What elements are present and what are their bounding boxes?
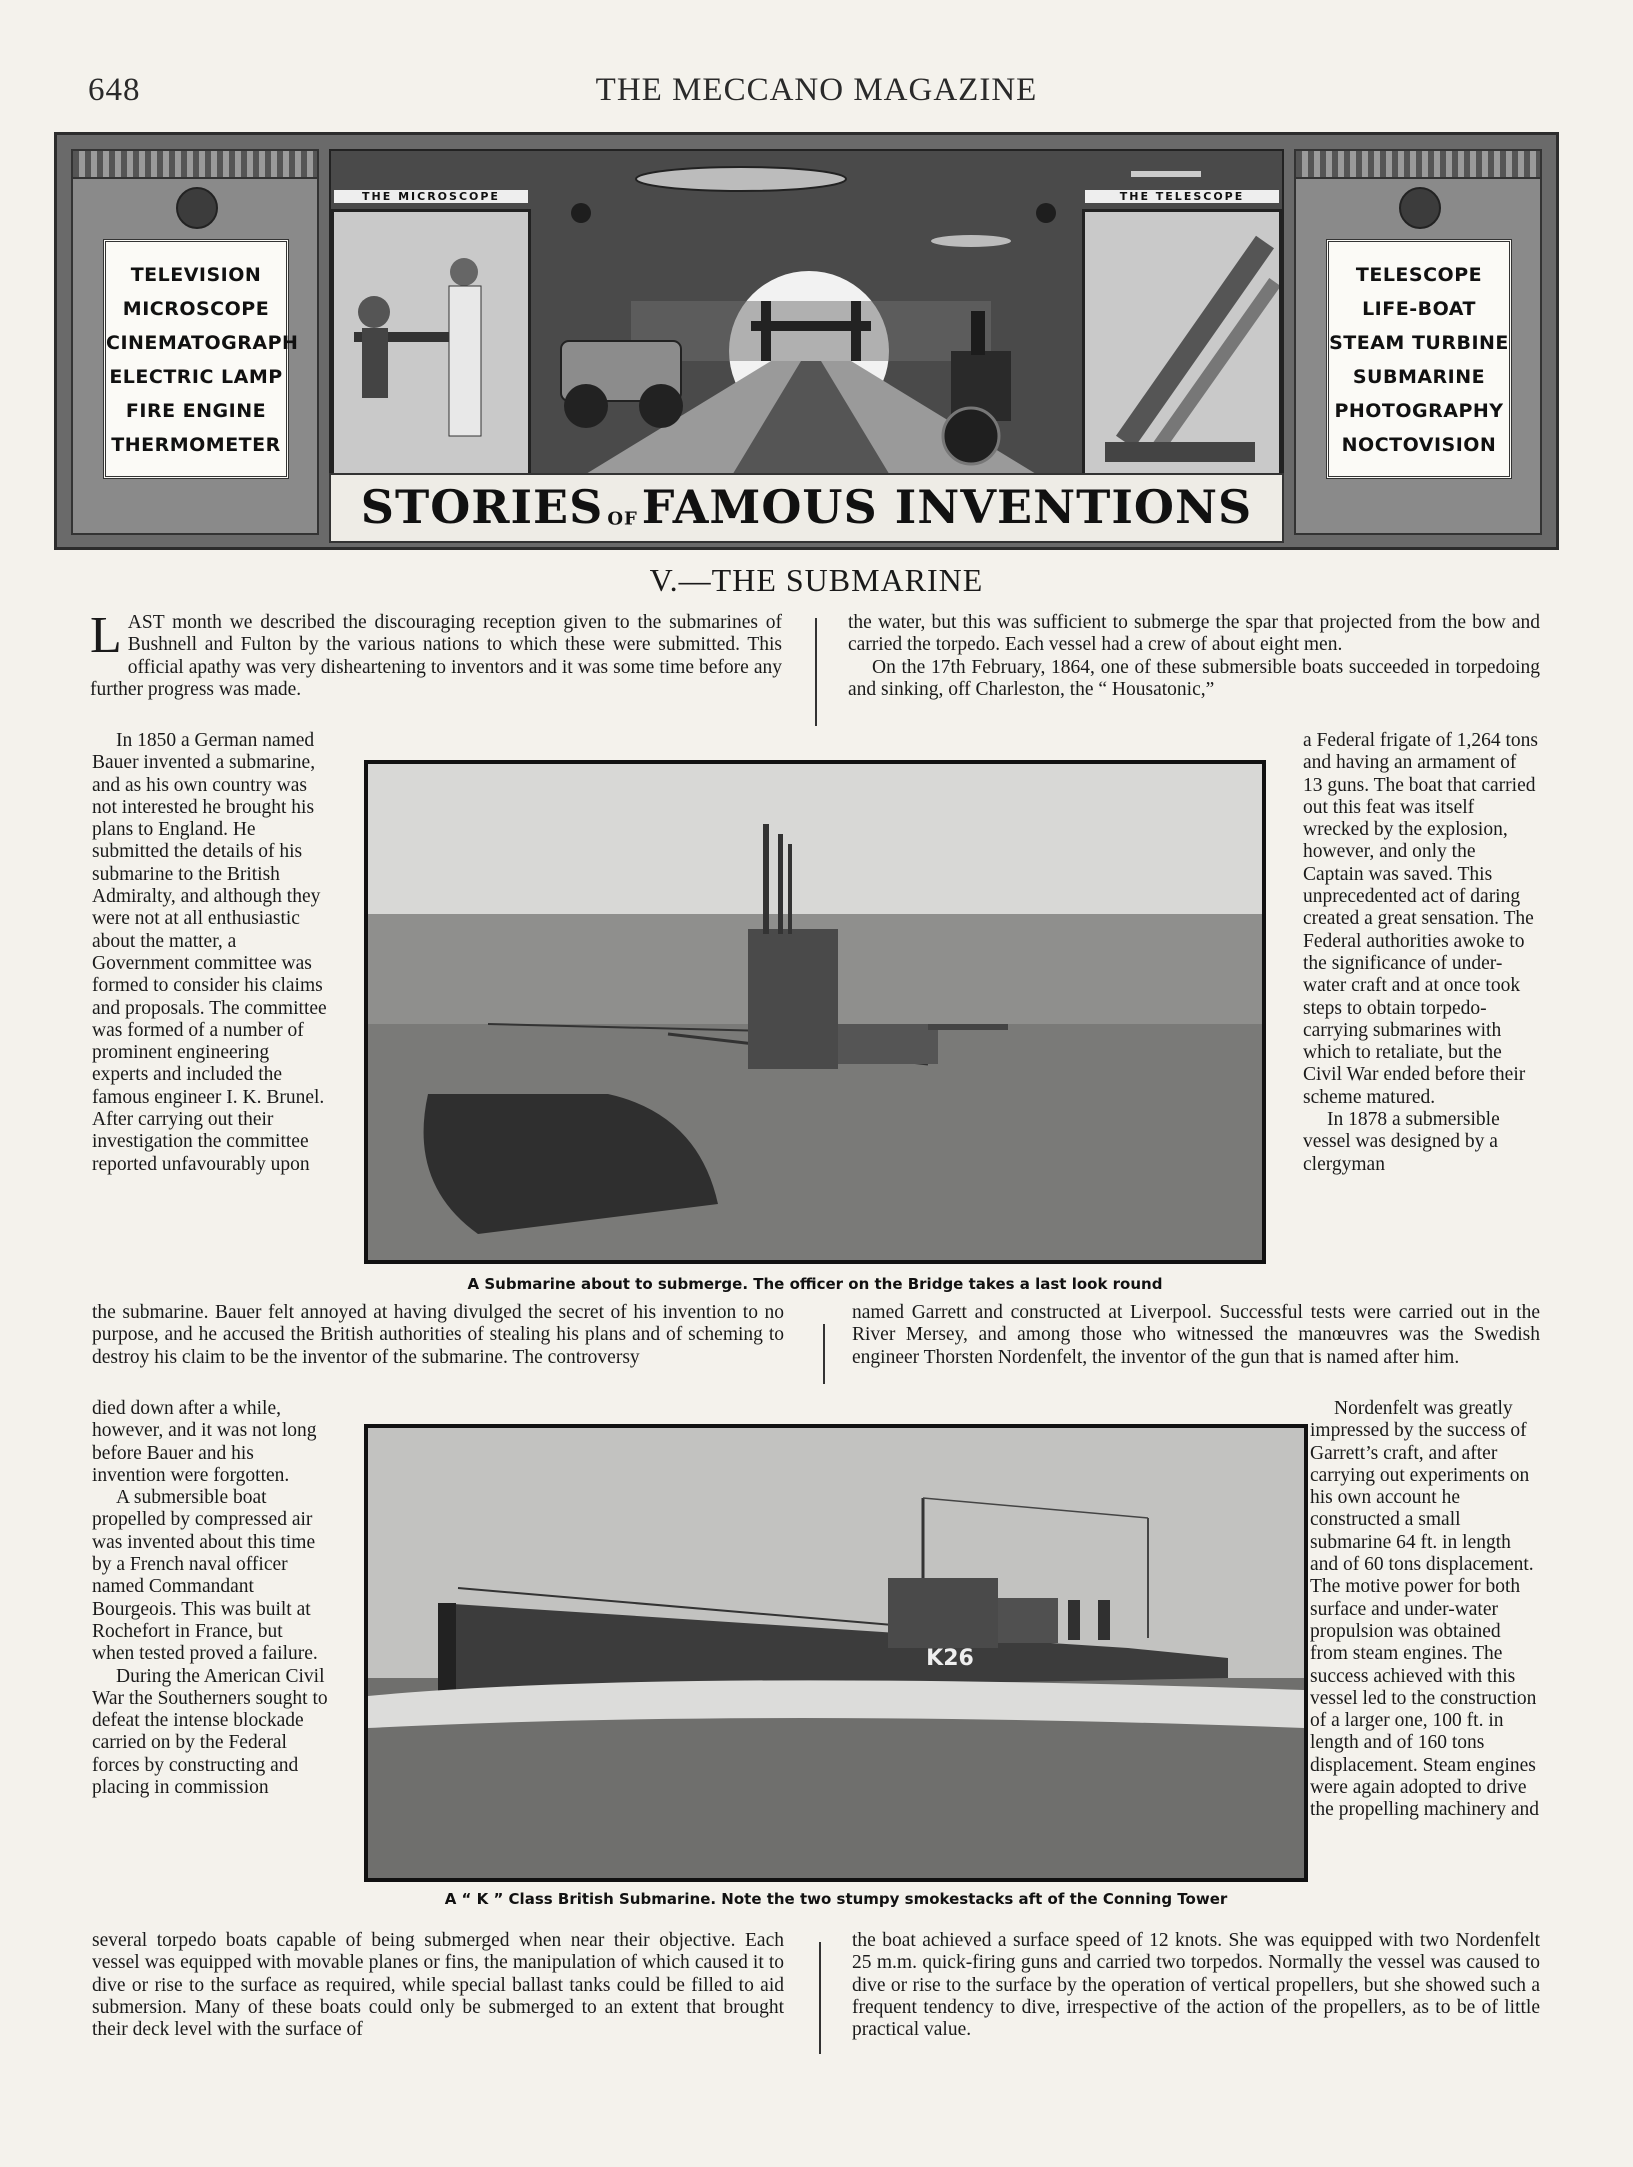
paragraph: A submersible boat propelled by compressed air was invented about this time by a French naval officer named Commandant Bourgeois. This was built at Rochefort in France, but when tested proved a failure. <box>92 1487 318 1665</box>
k-class-submarine-photo <box>364 1424 1308 1882</box>
mid-right-column <box>852 1302 1540 1369</box>
submarine-submerging-image <box>368 764 1262 1260</box>
paragraph: a Federal frigate of 1,264 tons and having an armament of 13 guns. The boat that carried out this feat was itself wrecked by the explosion, however, and only the Captain was saved. This unprecedented act of daring created a great sensation. The Federal authorities awoke to the significance of under-water craft and at once took steps to obtain torpedo-carrying submarines with which to retaliate, but the Civil War ended before their scheme matured. <box>1303 730 1539 1108</box>
paragraph: the boat achieved a surface speed of 12 knots. She was equipped with two Nordenfelt 25 m.m. quick-firing guns and carried two torpedos. Normally the vessel was caused to dive or rise to the surface by the operation of vertical propellers, but she showed such a frequent tendency to dive, irrespective of the action of the propellers, as to be of little practical value. <box>852 1930 1540 2041</box>
paragraph: On the 17th February, 1864, one of these submersible boats succeeded in torpedoing and sinking, off Charleston, the “ Housatonic,” <box>848 656 1540 700</box>
magazine-title: THE MECCANO MAGAZINE <box>595 72 1038 108</box>
intro-right-column <box>848 612 1540 701</box>
paragraph: During the American Civil War the Southerners sought to defeat the intense blockade carried on by the Federal forces by constructing and placing in commission <box>92 1665 328 1799</box>
photo-caption-1: A Submarine about to submerge. The officer on the Bridge takes a last look round <box>467 1275 1163 1293</box>
panel-item: ELECTRIC LAMP <box>109 366 283 388</box>
bottom-right-column <box>852 1930 1540 2041</box>
intro-left-column <box>90 607 782 701</box>
panel-item: TELESCOPE <box>1355 264 1483 286</box>
panel-item: NOCTOVISION <box>1341 434 1497 456</box>
paragraph: named Garrett and constructed at Liverpool. Successful tests were carried out in the River Mersey, and among those who witnessed the manœuvres was the Swedish engineer Thorsten Nordenfelt, the inventor of the gun that is named after him. <box>852 1302 1540 1368</box>
left-inventions-panel <box>103 239 299 479</box>
photo-caption-2: A “ K ” Class British Submarine. Note the two stumpy smokestacks aft of the Conning Tower <box>444 1890 1228 1908</box>
submarine-submerging-photo <box>364 760 1266 1264</box>
paragraph: Nordenfelt was greatly impressed by the success of Garrett’s craft, and after carrying out experiments on his own account he constructed a small submarine 64 ft. in length and of 60 tons displacement. The motive power for both surface and under-water propulsion was obtained from steam engines. The success achieved with this vessel led to the construction of a larger one, 100 ft. in length and of 160 tons displacement. Steam engines were again adopted to drive the propelling machinery and <box>1310 1398 1540 1821</box>
panel-item: SUBMARINE <box>1352 366 1486 388</box>
panel-item: THERMOMETER <box>111 434 281 456</box>
banner-title <box>329 473 1284 543</box>
column-rule <box>815 618 817 726</box>
telescope-scene <box>1085 212 1279 475</box>
paragraph: died down after a while, however, and it was not long before Bauer and his invention were forgotten. <box>92 1398 317 1486</box>
mid-left-column <box>92 1302 784 1369</box>
intro-paragraph <box>90 607 782 701</box>
right-pillar <box>1294 149 1542 535</box>
right-inventions-panel <box>1326 239 1512 479</box>
microscope-doorway <box>331 190 531 475</box>
left-narrow-column-2 <box>92 1398 328 1799</box>
k-class-submarine-image <box>368 1428 1304 1878</box>
left-pillar <box>71 149 319 535</box>
paragraph: the submarine. Bauer felt annoyed at having divulged the secret of his invention to no purpose, and he accused the British authorities of stealing his plans and of scheming to destroy his claim to be the inventor of the submarine. The controversy <box>92 1302 784 1368</box>
panel-item: LIFE-BOAT <box>1362 298 1476 320</box>
right-narrow-column-1 <box>1303 730 1538 1176</box>
article-title: V.—THE SUBMARINE <box>649 562 984 598</box>
lion-head-icon <box>176 187 218 229</box>
scene-label-microscope: THE MICROSCOPE <box>334 190 528 203</box>
page-number: 648 <box>88 72 141 108</box>
column-rule <box>819 1942 821 2054</box>
laboratory-scene <box>334 212 528 475</box>
banner-title-of: OF <box>607 508 638 530</box>
paragraph: In 1850 a German named Bauer invented a submarine, and as his own country was not interested he brought his plans to England. He submitted the details of his submarine to the British Admiralty, and although they were not at all enthusiastic about the matter, a Government committee was formed to consider his claims and proposals. The committee was formed of a number of prominent engineering experts and included the famous engineer I. K. Brunel. After carrying out their investigation the committee reported unfavourably upon <box>92 730 327 1175</box>
banner-title-famous-inventions: FAMOUS INVENTIONS <box>641 480 1253 534</box>
panel-item: STEAM TURBINE <box>1329 332 1509 354</box>
panel-item: FIRE ENGINE <box>125 400 267 422</box>
series-banner <box>54 132 1559 550</box>
pillar-capital <box>73 151 317 179</box>
panel-item: TELEVISION <box>130 264 262 286</box>
scene-label-telescope: THE TELESCOPE <box>1085 190 1279 203</box>
panel-item: MICROSCOPE <box>122 298 270 320</box>
panel-item: PHOTOGRAPHY <box>1334 400 1504 422</box>
lion-head-icon <box>1399 187 1441 229</box>
intro-left-text: AST month we described the discouraging reception given to the submarines of Bushnell and Fulton by the various nations to which these were submitted. This official apathy was very disheartening to inventors and it was some time before any further progress was made. <box>90 612 782 700</box>
banner-illustration <box>329 149 1284 475</box>
paragraph: the water, but this was sufficient to submerge the spar that projected from the bow and carried the torpedo. Each vessel had a crew of about eight men. <box>848 612 1540 656</box>
bottom-left-column <box>92 1930 784 2041</box>
paragraph: several torpedo boats capable of being submerged when near their objective. Each vessel was equipped with movable planes or fins, the manipulation of which caused it to dive or rise to the surface as required, while special ballast tanks could be filled to aid submersion. Many of these boats could only be submerged to an extent that brought their deck level with the surface of <box>92 1930 784 2041</box>
hull-number: K26 <box>926 1646 974 1671</box>
column-rule <box>823 1324 825 1384</box>
pillar-capital <box>1296 151 1540 179</box>
paragraph: In 1878 a submersible vessel was designed by a clergyman <box>1303 1109 1500 1175</box>
panel-item: CINEMATOGRAPH <box>106 332 299 354</box>
drop-cap: L <box>90 607 122 664</box>
left-narrow-column-1 <box>92 730 328 1176</box>
telescope-doorway <box>1082 190 1282 475</box>
right-narrow-column-2 <box>1310 1398 1542 1822</box>
banner-title-stories: STORIES <box>360 480 604 534</box>
